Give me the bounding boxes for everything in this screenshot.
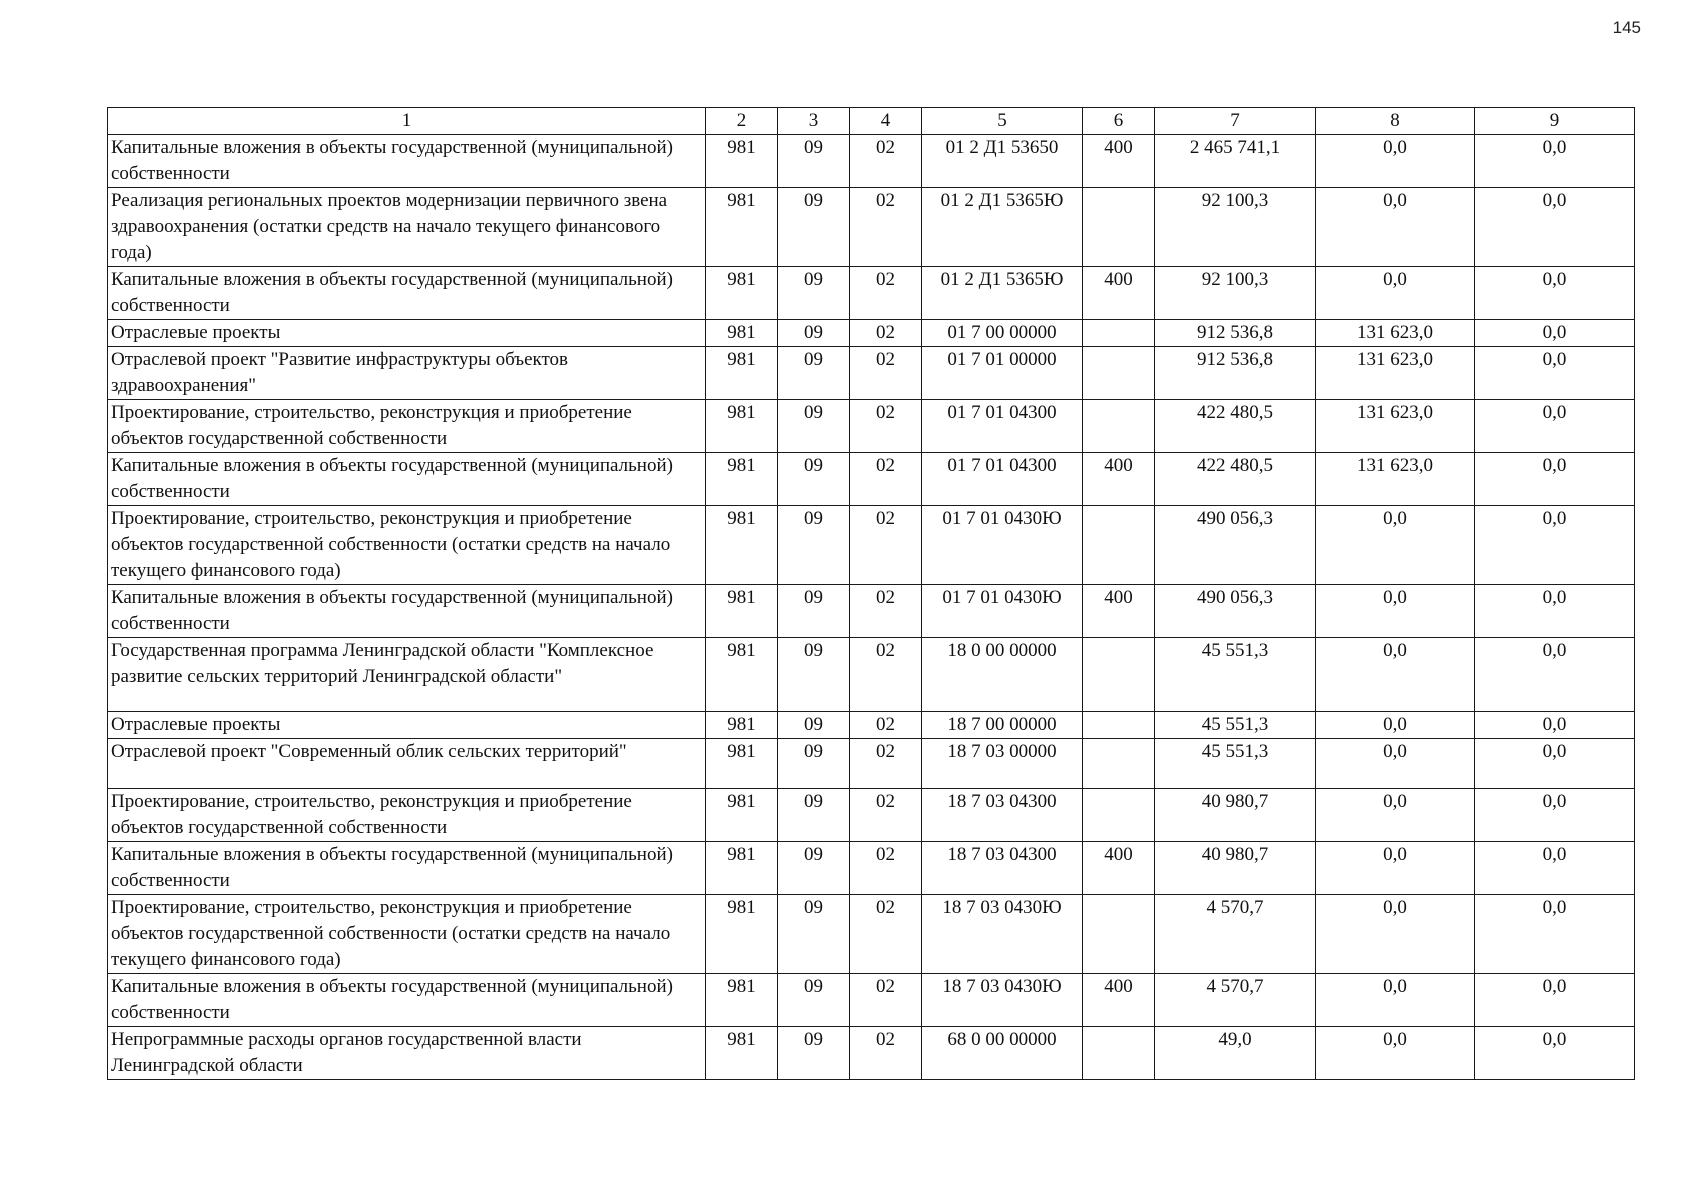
table-body xyxy=(108,135,1635,1080)
expense-type-code: 400 xyxy=(1083,135,1155,188)
table-row xyxy=(108,400,1635,453)
amount-col-7: 40 980,7 xyxy=(1155,789,1316,842)
amount-col-9: 0,0 xyxy=(1475,320,1635,347)
row-description: Проектирование, строительство, реконструкция и приобретение объектов государственной собственности xyxy=(108,789,706,842)
amount-col-9: 0,0 xyxy=(1475,188,1635,267)
ministry-code: 981 xyxy=(706,347,778,400)
section-code: 09 xyxy=(778,638,850,712)
ministry-code: 981 xyxy=(706,135,778,188)
column-header: 7 xyxy=(1155,108,1316,135)
expense-type-code: 400 xyxy=(1083,974,1155,1027)
target-article-code: 01 7 00 00000 xyxy=(922,320,1083,347)
row-description: Капитальные вложения в объекты государственной (муниципальной) собственности xyxy=(108,842,706,895)
amount-col-7: 92 100,3 xyxy=(1155,188,1316,267)
ministry-code: 981 xyxy=(706,789,778,842)
subsection-code: 02 xyxy=(850,135,922,188)
row-description: Капитальные вложения в объекты государственной (муниципальной) собственности xyxy=(108,585,706,638)
amount-col-9: 0,0 xyxy=(1475,739,1635,789)
amount-col-8: 0,0 xyxy=(1316,585,1475,638)
row-description: Капитальные вложения в объекты государственной (муниципальной) собственности xyxy=(108,974,706,1027)
subsection-code: 02 xyxy=(850,453,922,506)
row-description: Капитальные вложения в объекты государственной (муниципальной) собственности xyxy=(108,267,706,320)
ministry-code: 981 xyxy=(706,739,778,789)
row-description: Проектирование, строительство, реконструкция и приобретение объектов государственной собственности xyxy=(108,400,706,453)
row-description: Государственная программа Ленинградской области "Комплексное развитие сельских территорий Ленинградской области" xyxy=(108,638,706,712)
expense-type-code xyxy=(1083,789,1155,842)
subsection-code: 02 xyxy=(850,638,922,712)
amount-col-7: 40 980,7 xyxy=(1155,842,1316,895)
ministry-code: 981 xyxy=(706,974,778,1027)
section-code: 09 xyxy=(778,400,850,453)
amount-col-8: 0,0 xyxy=(1316,974,1475,1027)
column-header: 2 xyxy=(706,108,778,135)
row-description: Отраслевые проекты xyxy=(108,712,706,739)
section-code: 09 xyxy=(778,712,850,739)
section-code: 09 xyxy=(778,267,850,320)
amount-col-8: 0,0 xyxy=(1316,506,1475,585)
amount-col-7: 45 551,3 xyxy=(1155,712,1316,739)
row-description: Проектирование, строительство, реконструкция и приобретение объектов государственной собственности (остатки средств на начало текущего финансового года) xyxy=(108,895,706,974)
amount-col-7: 92 100,3 xyxy=(1155,267,1316,320)
expense-type-code xyxy=(1083,1027,1155,1080)
amount-col-8: 131 623,0 xyxy=(1316,320,1475,347)
expense-type-code xyxy=(1083,400,1155,453)
target-article-code: 01 7 01 04300 xyxy=(922,400,1083,453)
row-description: Отраслевой проект "Развитие инфраструктуры объектов здравоохранения" xyxy=(108,347,706,400)
amount-col-9: 0,0 xyxy=(1475,1027,1635,1080)
amount-col-9: 0,0 xyxy=(1475,135,1635,188)
expense-type-code xyxy=(1083,712,1155,739)
amount-col-9: 0,0 xyxy=(1475,585,1635,638)
table-row xyxy=(108,135,1635,188)
subsection-code: 02 xyxy=(850,842,922,895)
column-header: 4 xyxy=(850,108,922,135)
target-article-code: 01 2 Д1 5365Ю xyxy=(922,188,1083,267)
amount-col-7: 45 551,3 xyxy=(1155,638,1316,712)
amount-col-9: 0,0 xyxy=(1475,347,1635,400)
amount-col-7: 2 465 741,1 xyxy=(1155,135,1316,188)
row-description: Капитальные вложения в объекты государственной (муниципальной) собственности xyxy=(108,135,706,188)
table-row xyxy=(108,506,1635,585)
amount-col-8: 0,0 xyxy=(1316,739,1475,789)
table-row xyxy=(108,320,1635,347)
header-row xyxy=(108,108,1635,135)
amount-col-7: 912 536,8 xyxy=(1155,320,1316,347)
row-description: Реализация региональных проектов модернизации первичного звена здравоохранения (остатки средств на начало текущего финансового года) xyxy=(108,188,706,267)
subsection-code: 02 xyxy=(850,712,922,739)
section-code: 09 xyxy=(778,453,850,506)
amount-col-8: 0,0 xyxy=(1316,135,1475,188)
ministry-code: 981 xyxy=(706,320,778,347)
subsection-code: 02 xyxy=(850,739,922,789)
ministry-code: 981 xyxy=(706,267,778,320)
subsection-code: 02 xyxy=(850,400,922,453)
ministry-code: 981 xyxy=(706,895,778,974)
column-header: 3 xyxy=(778,108,850,135)
budget-table xyxy=(107,107,1635,1080)
target-article-code: 18 7 03 04300 xyxy=(922,842,1083,895)
subsection-code: 02 xyxy=(850,267,922,320)
row-description: Отраслевой проект "Современный облик сельских территорий" xyxy=(108,739,706,789)
column-header: 5 xyxy=(922,108,1083,135)
ministry-code: 981 xyxy=(706,585,778,638)
ministry-code: 981 xyxy=(706,453,778,506)
target-article-code: 01 7 01 04300 xyxy=(922,453,1083,506)
amount-col-8: 131 623,0 xyxy=(1316,453,1475,506)
ministry-code: 981 xyxy=(706,400,778,453)
target-article-code: 01 7 01 0430Ю xyxy=(922,506,1083,585)
table-row xyxy=(108,1027,1635,1080)
subsection-code: 02 xyxy=(850,895,922,974)
expense-type-code: 400 xyxy=(1083,267,1155,320)
expense-type-code: 400 xyxy=(1083,585,1155,638)
subsection-code: 02 xyxy=(850,1027,922,1080)
amount-col-7: 4 570,7 xyxy=(1155,974,1316,1027)
table-row xyxy=(108,895,1635,974)
target-article-code: 68 0 00 00000 xyxy=(922,1027,1083,1080)
table-row xyxy=(108,585,1635,638)
row-description: Отраслевые проекты xyxy=(108,320,706,347)
table-row xyxy=(108,739,1635,789)
ministry-code: 981 xyxy=(706,506,778,585)
expense-type-code xyxy=(1083,638,1155,712)
subsection-code: 02 xyxy=(850,320,922,347)
amount-col-9: 0,0 xyxy=(1475,842,1635,895)
amount-col-9: 0,0 xyxy=(1475,267,1635,320)
target-article-code: 01 7 01 00000 xyxy=(922,347,1083,400)
section-code: 09 xyxy=(778,188,850,267)
section-code: 09 xyxy=(778,842,850,895)
table-row xyxy=(108,789,1635,842)
section-code: 09 xyxy=(778,1027,850,1080)
column-header: 1 xyxy=(108,108,706,135)
expense-type-code: 400 xyxy=(1083,453,1155,506)
section-code: 09 xyxy=(778,320,850,347)
table-row xyxy=(108,347,1635,400)
ministry-code: 981 xyxy=(706,712,778,739)
section-code: 09 xyxy=(778,974,850,1027)
amount-col-8: 0,0 xyxy=(1316,1027,1475,1080)
table-row xyxy=(108,712,1635,739)
table-row xyxy=(108,267,1635,320)
section-code: 09 xyxy=(778,739,850,789)
amount-col-9: 0,0 xyxy=(1475,400,1635,453)
amount-col-9: 0,0 xyxy=(1475,895,1635,974)
amount-col-9: 0,0 xyxy=(1475,638,1635,712)
amount-col-8: 0,0 xyxy=(1316,842,1475,895)
amount-col-9: 0,0 xyxy=(1475,453,1635,506)
table-row xyxy=(108,842,1635,895)
section-code: 09 xyxy=(778,585,850,638)
amount-col-9: 0,0 xyxy=(1475,712,1635,739)
expense-type-code xyxy=(1083,320,1155,347)
expense-type-code xyxy=(1083,739,1155,789)
table-row xyxy=(108,638,1635,712)
ministry-code: 981 xyxy=(706,842,778,895)
column-header: 8 xyxy=(1316,108,1475,135)
expense-type-code xyxy=(1083,347,1155,400)
expense-type-code xyxy=(1083,506,1155,585)
amount-col-9: 0,0 xyxy=(1475,789,1635,842)
ministry-code: 981 xyxy=(706,188,778,267)
amount-col-8: 0,0 xyxy=(1316,895,1475,974)
target-article-code: 18 7 03 0430Ю xyxy=(922,974,1083,1027)
section-code: 09 xyxy=(778,789,850,842)
amount-col-9: 0,0 xyxy=(1475,974,1635,1027)
amount-col-8: 0,0 xyxy=(1316,267,1475,320)
section-code: 09 xyxy=(778,506,850,585)
amount-col-7: 912 536,8 xyxy=(1155,347,1316,400)
amount-col-7: 490 056,3 xyxy=(1155,585,1316,638)
amount-col-8: 0,0 xyxy=(1316,712,1475,739)
amount-col-7: 49,0 xyxy=(1155,1027,1316,1080)
page-number: 145 xyxy=(1612,18,1641,37)
amount-col-8: 0,0 xyxy=(1316,638,1475,712)
amount-col-7: 422 480,5 xyxy=(1155,400,1316,453)
table-row xyxy=(108,974,1635,1027)
subsection-code: 02 xyxy=(850,974,922,1027)
amount-col-7: 4 570,7 xyxy=(1155,895,1316,974)
amount-col-9: 0,0 xyxy=(1475,506,1635,585)
subsection-code: 02 xyxy=(850,347,922,400)
ministry-code: 981 xyxy=(706,1027,778,1080)
amount-col-8: 0,0 xyxy=(1316,188,1475,267)
section-code: 09 xyxy=(778,135,850,188)
amount-col-8: 0,0 xyxy=(1316,789,1475,842)
table-row xyxy=(108,188,1635,267)
subsection-code: 02 xyxy=(850,789,922,842)
section-code: 09 xyxy=(778,347,850,400)
target-article-code: 18 0 00 00000 xyxy=(922,638,1083,712)
expense-type-code: 400 xyxy=(1083,842,1155,895)
subsection-code: 02 xyxy=(850,585,922,638)
table-row xyxy=(108,453,1635,506)
subsection-code: 02 xyxy=(850,188,922,267)
expense-type-code xyxy=(1083,895,1155,974)
column-header: 9 xyxy=(1475,108,1635,135)
row-description: Проектирование, строительство, реконструкция и приобретение объектов государственной собственности (остатки средств на начало текущего финансового года) xyxy=(108,506,706,585)
section-code: 09 xyxy=(778,895,850,974)
column-header: 6 xyxy=(1083,108,1155,135)
target-article-code: 18 7 03 00000 xyxy=(922,739,1083,789)
target-article-code: 18 7 03 04300 xyxy=(922,789,1083,842)
amount-col-7: 490 056,3 xyxy=(1155,506,1316,585)
amount-col-7: 422 480,5 xyxy=(1155,453,1316,506)
target-article-code: 18 7 03 0430Ю xyxy=(922,895,1083,974)
target-article-code: 01 2 Д1 5365Ю xyxy=(922,267,1083,320)
ministry-code: 981 xyxy=(706,638,778,712)
target-article-code: 01 2 Д1 53650 xyxy=(922,135,1083,188)
amount-col-7: 45 551,3 xyxy=(1155,739,1316,789)
amount-col-8: 131 623,0 xyxy=(1316,400,1475,453)
expense-type-code xyxy=(1083,188,1155,267)
target-article-code: 18 7 00 00000 xyxy=(922,712,1083,739)
row-description: Непрограммные расходы органов государственной власти Ленинградской области xyxy=(108,1027,706,1080)
target-article-code: 01 7 01 0430Ю xyxy=(922,585,1083,638)
amount-col-8: 131 623,0 xyxy=(1316,347,1475,400)
row-description: Капитальные вложения в объекты государственной (муниципальной) собственности xyxy=(108,453,706,506)
subsection-code: 02 xyxy=(850,506,922,585)
